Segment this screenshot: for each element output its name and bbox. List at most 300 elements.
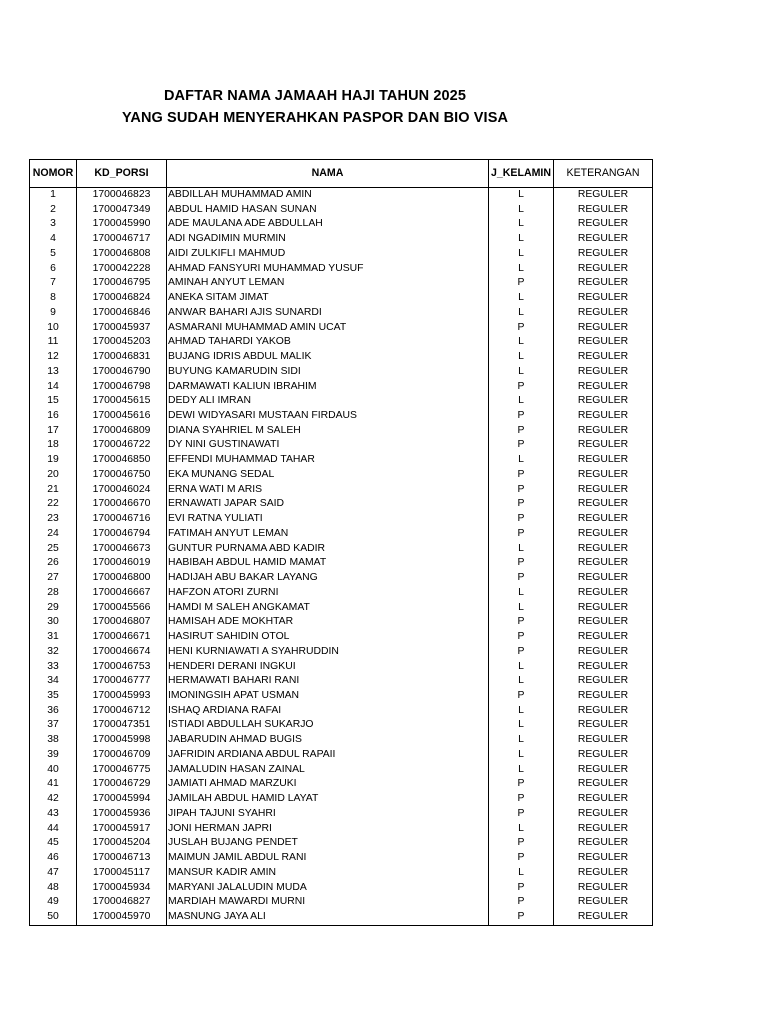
table-row <box>30 601 653 616</box>
cell-nomor: 50 <box>30 910 77 925</box>
cell-nama: HENI KURNIAWATI A SYAHRUDDIN <box>167 645 489 660</box>
cell-nomor: 17 <box>30 424 77 439</box>
table-row <box>30 527 653 542</box>
cell-nama: JAMIATI AHMAD MARZUKI <box>167 777 489 792</box>
table-row <box>30 188 653 203</box>
cell-nama: ISHAQ ARDIANA RAFAI <box>167 704 489 719</box>
cell-nama: HAMDI M SALEH ANGKAMAT <box>167 601 489 616</box>
cell-nomor: 3 <box>30 217 77 232</box>
cell-nama: DEDY ALI IMRAN <box>167 394 489 409</box>
cell-kd-porsi: 1700046809 <box>77 424 167 439</box>
cell-kd-porsi: 1700045204 <box>77 836 167 851</box>
cell-j-kelamin: L <box>489 188 554 203</box>
cell-nama: MASNUNG JAYA ALI <box>167 910 489 925</box>
table-row <box>30 586 653 601</box>
table-row <box>30 335 653 350</box>
table-row <box>30 615 653 630</box>
cell-j-kelamin: P <box>489 910 554 925</box>
cell-keterangan: REGULER <box>554 542 653 557</box>
cell-nomor: 4 <box>30 232 77 247</box>
cell-nama: ISTIADI ABDULLAH SUKARJO <box>167 718 489 733</box>
table-row <box>30 438 653 453</box>
cell-j-kelamin: L <box>489 748 554 763</box>
cell-kd-porsi: 1700046808 <box>77 247 167 262</box>
cell-nomor: 2 <box>30 203 77 218</box>
cell-j-kelamin: P <box>489 895 554 910</box>
cell-j-kelamin: P <box>489 527 554 542</box>
cell-nomor: 22 <box>30 497 77 512</box>
cell-nomor: 9 <box>30 306 77 321</box>
cell-nama: AHMAD TAHARDI YAKOB <box>167 335 489 350</box>
cell-nama: MARYANI JALALUDIN MUDA <box>167 881 489 896</box>
cell-nama: MARDIAH MAWARDI MURNI <box>167 895 489 910</box>
cell-nomor: 25 <box>30 542 77 557</box>
table-row <box>30 822 653 837</box>
cell-nama: GUNTUR PURNAMA ABD KADIR <box>167 542 489 557</box>
cell-nomor: 14 <box>30 380 77 395</box>
cell-keterangan: REGULER <box>554 586 653 601</box>
cell-nomor: 8 <box>30 291 77 306</box>
cell-keterangan: REGULER <box>554 232 653 247</box>
table-row <box>30 262 653 277</box>
cell-kd-porsi: 1700046671 <box>77 630 167 645</box>
table-row <box>30 306 653 321</box>
cell-j-kelamin: P <box>489 792 554 807</box>
cell-keterangan: REGULER <box>554 380 653 395</box>
document-title-line-2: YANG SUDAH MENYERAHKAN PASPOR DAN BIO VISA <box>121 110 509 126</box>
cell-nomor: 20 <box>30 468 77 483</box>
cell-kd-porsi: 1700046775 <box>77 763 167 778</box>
table-row <box>30 645 653 660</box>
cell-kd-porsi: 1700045993 <box>77 689 167 704</box>
cell-j-kelamin: P <box>489 483 554 498</box>
table-row <box>30 836 653 851</box>
cell-kd-porsi: 1700046827 <box>77 895 167 910</box>
cell-keterangan: REGULER <box>554 733 653 748</box>
cell-keterangan: REGULER <box>554 497 653 512</box>
cell-kd-porsi: 1700046750 <box>77 468 167 483</box>
cell-nama: AHMAD FANSYURI MUHAMMAD YUSUF <box>167 262 489 277</box>
cell-j-kelamin: P <box>489 630 554 645</box>
cell-kd-porsi: 1700047351 <box>77 718 167 733</box>
cell-nomor: 7 <box>30 276 77 291</box>
cell-j-kelamin: L <box>489 660 554 675</box>
cell-nomor: 28 <box>30 586 77 601</box>
cell-kd-porsi: 1700046673 <box>77 542 167 557</box>
cell-nama: EKA MUNANG SEDAL <box>167 468 489 483</box>
cell-nomor: 33 <box>30 660 77 675</box>
cell-keterangan: REGULER <box>554 394 653 409</box>
cell-j-kelamin: L <box>489 365 554 380</box>
cell-nomor: 16 <box>30 409 77 424</box>
cell-j-kelamin: L <box>489 866 554 881</box>
cell-kd-porsi: 1700046670 <box>77 497 167 512</box>
cell-kd-porsi: 1700046713 <box>77 851 167 866</box>
cell-kd-porsi: 1700046795 <box>77 276 167 291</box>
cell-keterangan: REGULER <box>554 881 653 896</box>
cell-nama: JIPAH TAJUNI SYAHRI <box>167 807 489 822</box>
cell-nomor: 1 <box>30 188 77 203</box>
cell-keterangan: REGULER <box>554 512 653 527</box>
cell-nama: AMINAH ANYUT LEMAN <box>167 276 489 291</box>
cell-kd-porsi: 1700046716 <box>77 512 167 527</box>
table-body <box>30 188 653 926</box>
table-row <box>30 851 653 866</box>
cell-nomor: 44 <box>30 822 77 837</box>
cell-j-kelamin: P <box>489 321 554 336</box>
cell-kd-porsi: 1700046709 <box>77 748 167 763</box>
cell-kd-porsi: 1700046794 <box>77 527 167 542</box>
table-row <box>30 394 653 409</box>
cell-kd-porsi: 1700046831 <box>77 350 167 365</box>
cell-nama: ADE MAULANA ADE ABDULLAH <box>167 217 489 232</box>
table-row <box>30 630 653 645</box>
table-row <box>30 748 653 763</box>
cell-nomor: 10 <box>30 321 77 336</box>
cell-nama: JABARUDIN AHMAD BUGIS <box>167 733 489 748</box>
cell-j-kelamin: L <box>489 291 554 306</box>
cell-nomor: 32 <box>30 645 77 660</box>
cell-nama: HAMISAH ADE MOKHTAR <box>167 615 489 630</box>
cell-nomor: 24 <box>30 527 77 542</box>
table-row <box>30 792 653 807</box>
table-row <box>30 247 653 262</box>
table-row <box>30 807 653 822</box>
cell-keterangan: REGULER <box>554 748 653 763</box>
cell-j-kelamin: P <box>489 851 554 866</box>
cell-j-kelamin: P <box>489 645 554 660</box>
cell-keterangan: REGULER <box>554 203 653 218</box>
cell-nomor: 30 <box>30 615 77 630</box>
cell-nomor: 37 <box>30 718 77 733</box>
cell-keterangan: REGULER <box>554 247 653 262</box>
cell-nama: ERNA WATI M ARIS <box>167 483 489 498</box>
cell-nomor: 36 <box>30 704 77 719</box>
cell-j-kelamin: L <box>489 542 554 557</box>
table-row <box>30 424 653 439</box>
cell-keterangan: REGULER <box>554 365 653 380</box>
cell-nama: ADI NGADIMIN MURMIN <box>167 232 489 247</box>
cell-nomor: 46 <box>30 851 77 866</box>
table-row <box>30 483 653 498</box>
cell-j-kelamin: P <box>489 556 554 571</box>
cell-j-kelamin: P <box>489 689 554 704</box>
table-row <box>30 380 653 395</box>
cell-nama: BUJANG IDRIS ABDUL MALIK <box>167 350 489 365</box>
cell-j-kelamin: P <box>489 836 554 851</box>
table-row <box>30 895 653 910</box>
table-row <box>30 718 653 733</box>
cell-nama: JUSLAH BUJANG PENDET <box>167 836 489 851</box>
cell-nomor: 45 <box>30 836 77 851</box>
cell-nomor: 40 <box>30 763 77 778</box>
cell-nama: MAIMUN JAMIL ABDUL RANI <box>167 851 489 866</box>
cell-keterangan: REGULER <box>554 910 653 925</box>
cell-nomor: 18 <box>30 438 77 453</box>
cell-nomor: 19 <box>30 453 77 468</box>
cell-nomor: 11 <box>30 335 77 350</box>
cell-keterangan: REGULER <box>554 718 653 733</box>
cell-keterangan: REGULER <box>554 468 653 483</box>
table-row <box>30 660 653 675</box>
table-row <box>30 733 653 748</box>
cell-j-kelamin: P <box>489 807 554 822</box>
cell-kd-porsi: 1700046667 <box>77 586 167 601</box>
cell-nama: EFFENDI MUHAMMAD TAHAR <box>167 453 489 468</box>
cell-keterangan: REGULER <box>554 822 653 837</box>
cell-j-kelamin: P <box>489 438 554 453</box>
cell-j-kelamin: P <box>489 424 554 439</box>
cell-nomor: 29 <box>30 601 77 616</box>
cell-keterangan: REGULER <box>554 660 653 675</box>
cell-j-kelamin: P <box>489 777 554 792</box>
cell-j-kelamin: L <box>489 674 554 689</box>
cell-nomor: 13 <box>30 365 77 380</box>
cell-nama: HASIRUT SAHIDIN OTOL <box>167 630 489 645</box>
cell-keterangan: REGULER <box>554 689 653 704</box>
cell-kd-porsi: 1700046729 <box>77 777 167 792</box>
cell-nomor: 47 <box>30 866 77 881</box>
cell-keterangan: REGULER <box>554 291 653 306</box>
cell-kd-porsi: 1700045937 <box>77 321 167 336</box>
cell-nama: HENDERI DERANI INGKUI <box>167 660 489 675</box>
cell-nama: ABDILLAH MUHAMMAD AMIN <box>167 188 489 203</box>
cell-keterangan: REGULER <box>554 836 653 851</box>
cell-nomor: 39 <box>30 748 77 763</box>
cell-nomor: 49 <box>30 895 77 910</box>
cell-keterangan: REGULER <box>554 424 653 439</box>
cell-kd-porsi: 1700047349 <box>77 203 167 218</box>
cell-keterangan: REGULER <box>554 866 653 881</box>
cell-nama: ABDUL HAMID HASAN SUNAN <box>167 203 489 218</box>
cell-nama: BUYUNG KAMARUDIN SIDI <box>167 365 489 380</box>
cell-kd-porsi: 1700046777 <box>77 674 167 689</box>
cell-keterangan: REGULER <box>554 763 653 778</box>
cell-kd-porsi: 1700046753 <box>77 660 167 675</box>
table-row <box>30 409 653 424</box>
cell-nomor: 43 <box>30 807 77 822</box>
header-keterangan: KETERANGAN <box>554 160 653 188</box>
cell-keterangan: REGULER <box>554 630 653 645</box>
table-row <box>30 497 653 512</box>
table-row <box>30 763 653 778</box>
cell-keterangan: REGULER <box>554 276 653 291</box>
cell-kd-porsi: 1700046823 <box>77 188 167 203</box>
cell-nomor: 26 <box>30 556 77 571</box>
cell-j-kelamin: L <box>489 247 554 262</box>
cell-kd-porsi: 1700046712 <box>77 704 167 719</box>
cell-j-kelamin: L <box>489 350 554 365</box>
cell-nama: HABIBAH ABDUL HAMID MAMAT <box>167 556 489 571</box>
cell-kd-porsi: 1700046790 <box>77 365 167 380</box>
cell-j-kelamin: L <box>489 335 554 350</box>
cell-keterangan: REGULER <box>554 615 653 630</box>
cell-keterangan: REGULER <box>554 556 653 571</box>
cell-nama: JONI HERMAN JAPRI <box>167 822 489 837</box>
table-row <box>30 217 653 232</box>
cell-j-kelamin: P <box>489 468 554 483</box>
cell-j-kelamin: L <box>489 763 554 778</box>
cell-kd-porsi: 1700042228 <box>77 262 167 277</box>
table-row <box>30 453 653 468</box>
cell-keterangan: REGULER <box>554 409 653 424</box>
header-nama: NAMA <box>167 160 489 188</box>
cell-keterangan: REGULER <box>554 262 653 277</box>
cell-nomor: 6 <box>30 262 77 277</box>
cell-kd-porsi: 1700046798 <box>77 380 167 395</box>
table-row <box>30 321 653 336</box>
cell-j-kelamin: P <box>489 409 554 424</box>
cell-keterangan: REGULER <box>554 483 653 498</box>
cell-j-kelamin: L <box>489 306 554 321</box>
cell-nama: EVI RATNA YULIATI <box>167 512 489 527</box>
cell-j-kelamin: P <box>489 497 554 512</box>
table-row <box>30 689 653 704</box>
cell-keterangan: REGULER <box>554 851 653 866</box>
cell-keterangan: REGULER <box>554 321 653 336</box>
table-row <box>30 291 653 306</box>
cell-keterangan: REGULER <box>554 571 653 586</box>
cell-keterangan: REGULER <box>554 777 653 792</box>
table-row <box>30 542 653 557</box>
table-row <box>30 571 653 586</box>
cell-nama: ERNAWATI JAPAR SAID <box>167 497 489 512</box>
cell-nama: ANWAR BAHARI AJIS SUNARDI <box>167 306 489 321</box>
cell-nomor: 48 <box>30 881 77 896</box>
table-row <box>30 866 653 881</box>
cell-nomor: 12 <box>30 350 77 365</box>
cell-j-kelamin: L <box>489 704 554 719</box>
cell-nomor: 31 <box>30 630 77 645</box>
cell-nomor: 15 <box>30 394 77 409</box>
cell-kd-porsi: 1700045117 <box>77 866 167 881</box>
jamaah-table <box>29 159 653 926</box>
cell-j-kelamin: L <box>489 718 554 733</box>
table-row <box>30 232 653 247</box>
cell-j-kelamin: P <box>489 571 554 586</box>
cell-nama: JAMILAH ABDUL HAMID LAYAT <box>167 792 489 807</box>
cell-j-kelamin: L <box>489 217 554 232</box>
cell-j-kelamin: L <box>489 203 554 218</box>
cell-keterangan: REGULER <box>554 335 653 350</box>
cell-kd-porsi: 1700045615 <box>77 394 167 409</box>
table-row <box>30 203 653 218</box>
table-row <box>30 365 653 380</box>
cell-kd-porsi: 1700045994 <box>77 792 167 807</box>
cell-keterangan: REGULER <box>554 350 653 365</box>
cell-kd-porsi: 1700045616 <box>77 409 167 424</box>
cell-keterangan: REGULER <box>554 807 653 822</box>
table-row <box>30 512 653 527</box>
cell-nama: HAFZON ATORI ZURNI <box>167 586 489 601</box>
cell-keterangan: REGULER <box>554 217 653 232</box>
cell-nomor: 23 <box>30 512 77 527</box>
header-kd-porsi: KD_PORSI <box>77 160 167 188</box>
cell-kd-porsi: 1700045934 <box>77 881 167 896</box>
cell-j-kelamin: L <box>489 601 554 616</box>
cell-j-kelamin: L <box>489 453 554 468</box>
cell-keterangan: REGULER <box>554 453 653 468</box>
table-row <box>30 350 653 365</box>
cell-kd-porsi: 1700046800 <box>77 571 167 586</box>
cell-kd-porsi: 1700045566 <box>77 601 167 616</box>
cell-kd-porsi: 1700045990 <box>77 217 167 232</box>
cell-keterangan: REGULER <box>554 188 653 203</box>
cell-j-kelamin: L <box>489 586 554 601</box>
cell-j-kelamin: L <box>489 262 554 277</box>
cell-j-kelamin: P <box>489 615 554 630</box>
table-row <box>30 777 653 792</box>
cell-j-kelamin: P <box>489 512 554 527</box>
cell-nama: JAMALUDIN HASAN ZAINAL <box>167 763 489 778</box>
cell-keterangan: REGULER <box>554 601 653 616</box>
table-row <box>30 674 653 689</box>
cell-keterangan: REGULER <box>554 527 653 542</box>
cell-j-kelamin: P <box>489 276 554 291</box>
cell-nomor: 27 <box>30 571 77 586</box>
cell-keterangan: REGULER <box>554 792 653 807</box>
table-row <box>30 468 653 483</box>
cell-nama: AIDI ZULKIFLI MAHMUD <box>167 247 489 262</box>
cell-nomor: 35 <box>30 689 77 704</box>
cell-nama: DY NINI GUSTINAWATI <box>167 438 489 453</box>
cell-nama: ASMARANI MUHAMMAD AMIN UCAT <box>167 321 489 336</box>
cell-nama: DIANA SYAHRIEL M SALEH <box>167 424 489 439</box>
cell-nomor: 41 <box>30 777 77 792</box>
cell-kd-porsi: 1700045936 <box>77 807 167 822</box>
cell-nomor: 42 <box>30 792 77 807</box>
cell-nomor: 5 <box>30 247 77 262</box>
cell-j-kelamin: L <box>489 822 554 837</box>
cell-j-kelamin: L <box>489 232 554 247</box>
cell-nomor: 21 <box>30 483 77 498</box>
cell-nama: MANSUR KADIR AMIN <box>167 866 489 881</box>
cell-kd-porsi: 1700046722 <box>77 438 167 453</box>
cell-nama: DARMAWATI KALIUN IBRAHIM <box>167 380 489 395</box>
cell-j-kelamin: L <box>489 394 554 409</box>
cell-kd-porsi: 1700045917 <box>77 822 167 837</box>
cell-keterangan: REGULER <box>554 645 653 660</box>
table-row <box>30 276 653 291</box>
cell-nama: DEWI WIDYASARI MUSTAAN FIRDAUS <box>167 409 489 424</box>
cell-kd-porsi: 1700046850 <box>77 453 167 468</box>
cell-kd-porsi: 1700046717 <box>77 232 167 247</box>
cell-kd-porsi: 1700045203 <box>77 335 167 350</box>
table-row <box>30 910 653 925</box>
cell-nama: JAFRIDIN ARDIANA ABDUL RAPAII <box>167 748 489 763</box>
cell-j-kelamin: P <box>489 881 554 896</box>
cell-nama: ANEKA SITAM JIMAT <box>167 291 489 306</box>
header-j-kelamin: J_KELAMIN <box>489 160 554 188</box>
header-nomor: NOMOR <box>30 160 77 188</box>
document-title-line-1: DAFTAR NAMA JAMAAH HAJI TAHUN 2025 <box>163 88 466 104</box>
cell-kd-porsi: 1700046674 <box>77 645 167 660</box>
table-row <box>30 704 653 719</box>
cell-nomor: 38 <box>30 733 77 748</box>
cell-nomor: 34 <box>30 674 77 689</box>
cell-keterangan: REGULER <box>554 895 653 910</box>
cell-j-kelamin: P <box>489 380 554 395</box>
table-row <box>30 556 653 571</box>
cell-j-kelamin: L <box>489 733 554 748</box>
cell-kd-porsi: 1700046846 <box>77 306 167 321</box>
cell-kd-porsi: 1700045998 <box>77 733 167 748</box>
cell-nama: IMONINGSIH APAT USMAN <box>167 689 489 704</box>
cell-kd-porsi: 1700046807 <box>77 615 167 630</box>
cell-nama: HADIJAH ABU BAKAR LAYANG <box>167 571 489 586</box>
cell-kd-porsi: 1700045970 <box>77 910 167 925</box>
cell-nama: FATIMAH ANYUT LEMAN <box>167 527 489 542</box>
